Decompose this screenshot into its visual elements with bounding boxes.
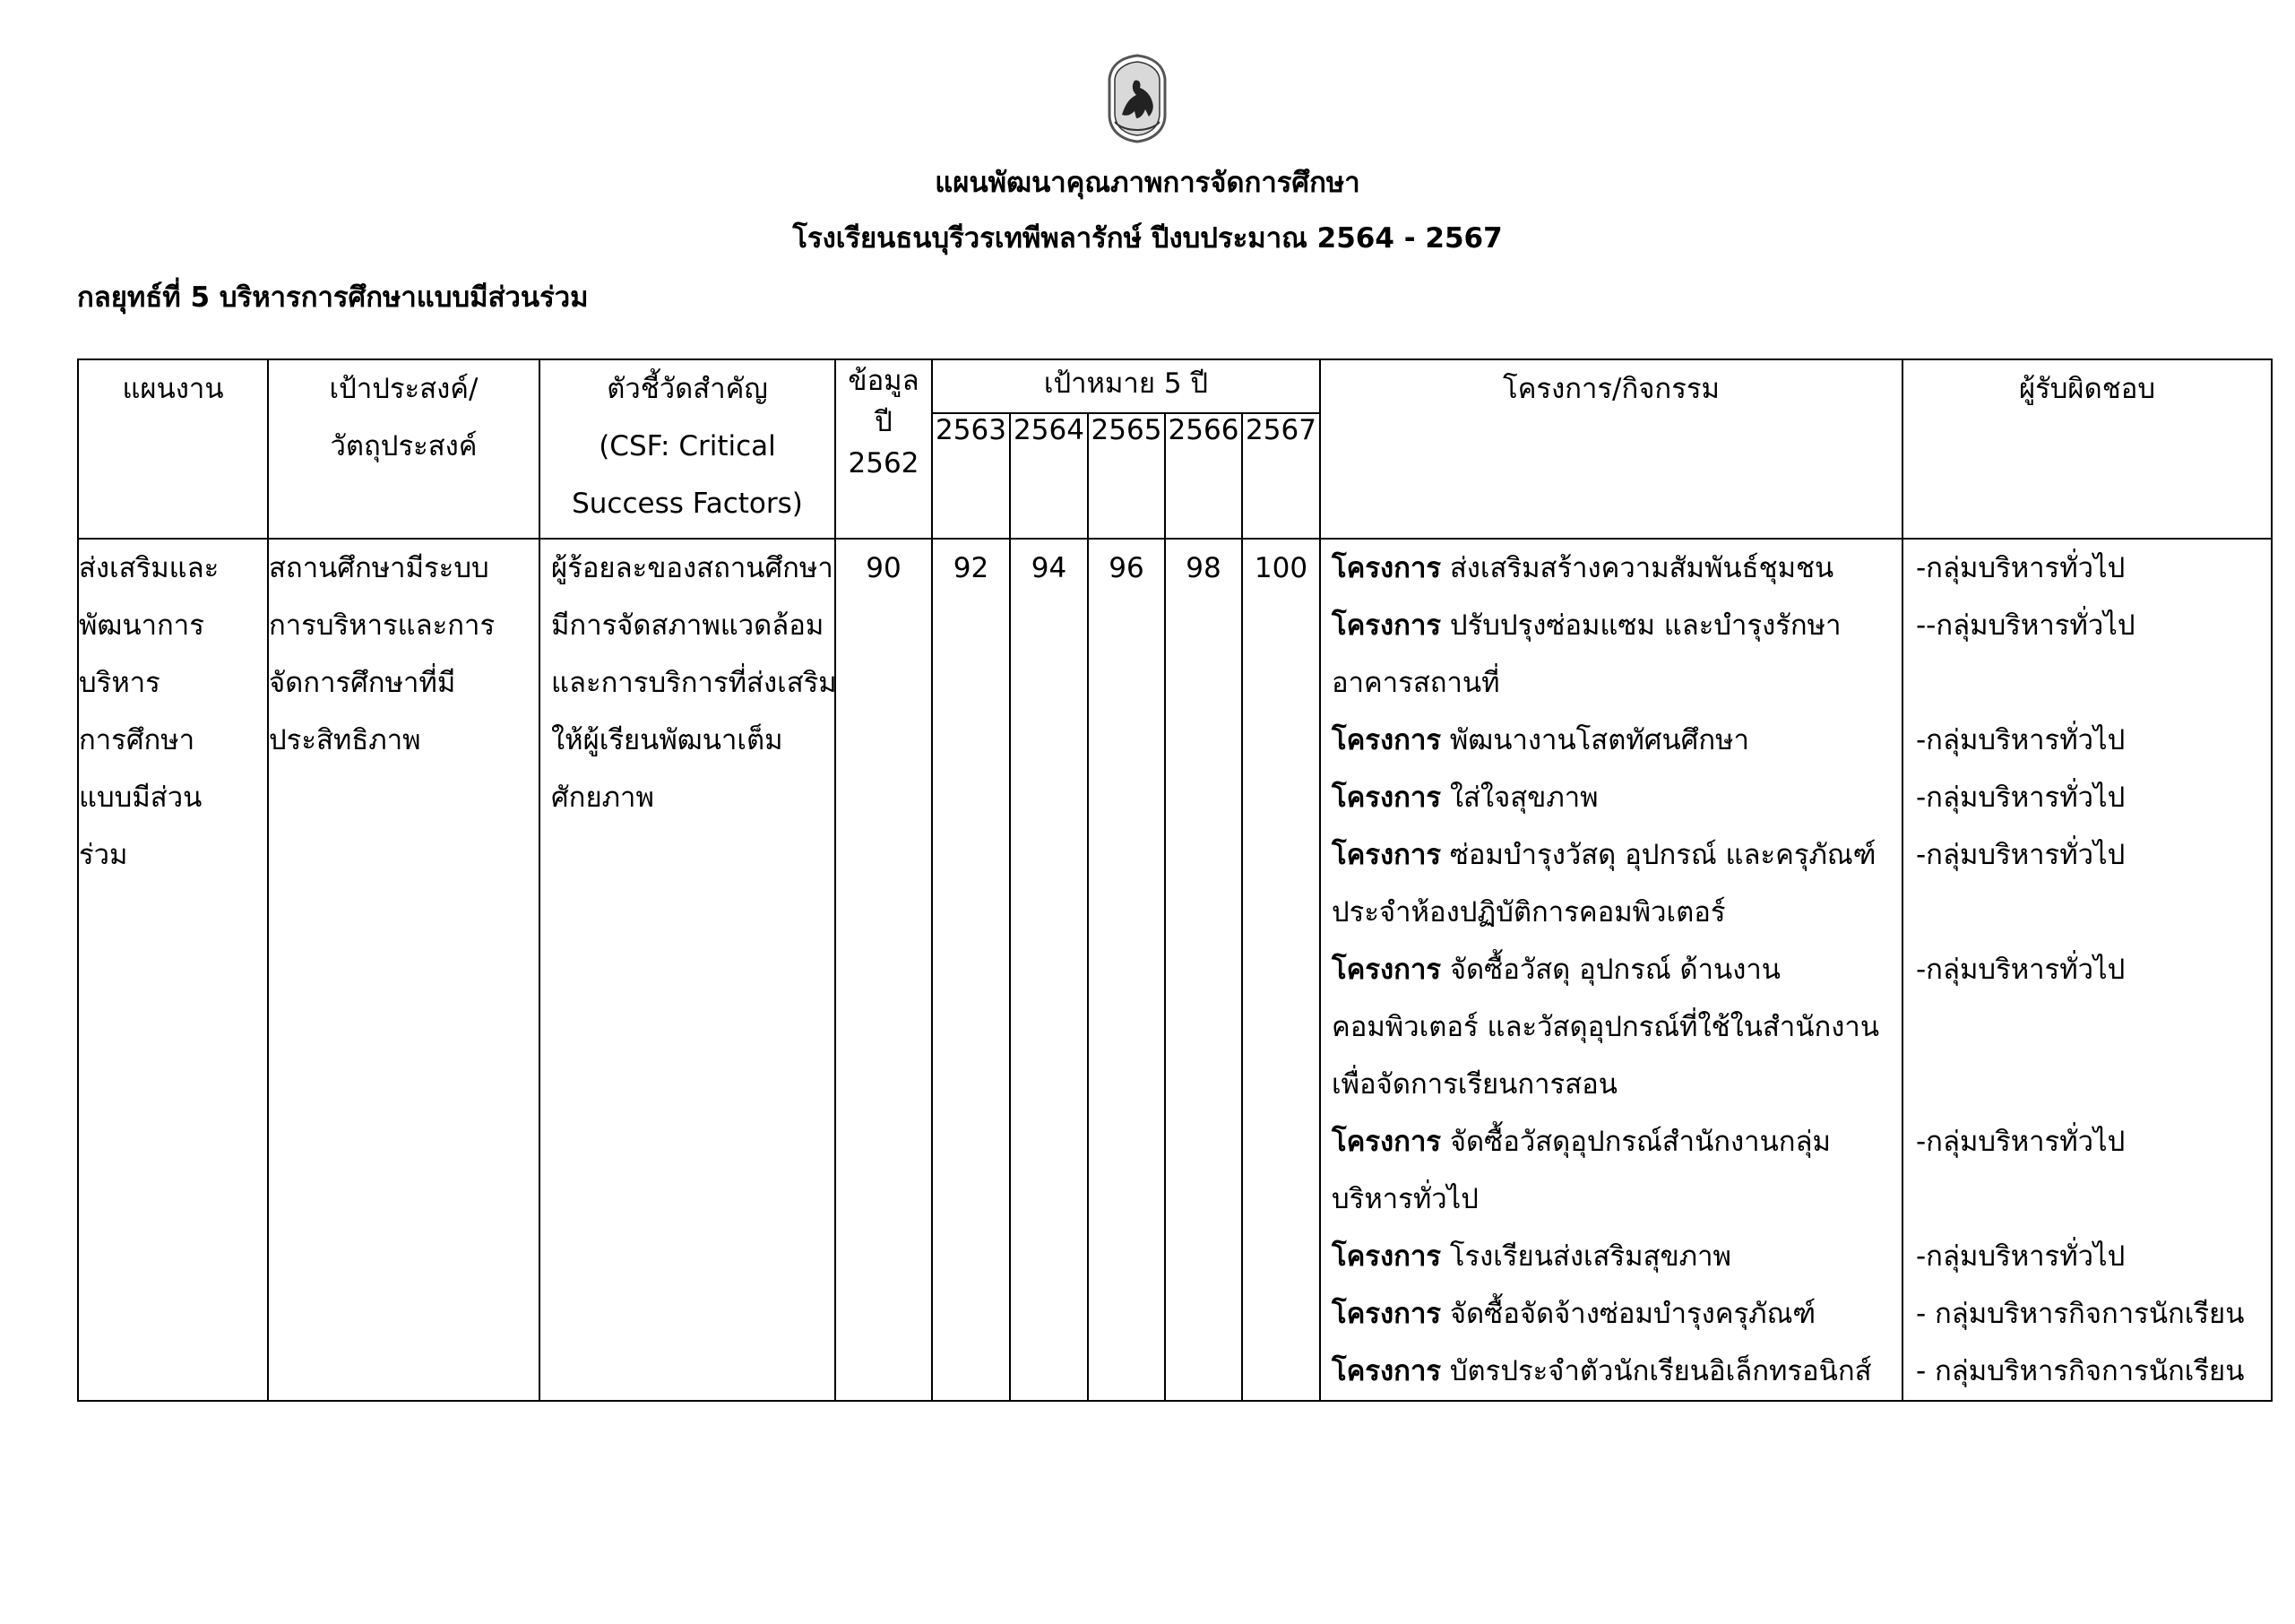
header-baseline: ข้อมูล ปี 2562 (835, 359, 932, 539)
target-2565: 96 (1088, 539, 1165, 1401)
header-year-2567: 2567 (1242, 413, 1320, 539)
project-line: โครงการ ส่งเสริมสร้างความสัมพันธ์ชุมชน (1332, 552, 1834, 584)
target-2566: 98 (1165, 539, 1242, 1401)
owner-line: -กลุ่มบริหารทั่วไป (1916, 954, 2126, 986)
owner-line (1916, 1056, 2264, 1113)
objective-cell: สถานศึกษามีระบบ การบริหารและการ จัดการศึกษาที่มี ประสิทธิภาพ (268, 539, 539, 1401)
baseline-value: 90 (835, 539, 932, 1401)
project-line: โครงการ จัดซื้อวัสดุ อุปกรณ์ ด้านงาน (1332, 954, 1781, 986)
target-2563: 92 (932, 539, 1010, 1401)
owner-line: -กลุ่มบริหารทั่วไป (1916, 782, 2126, 814)
owner-cell (1902, 539, 2272, 1401)
project-line: โครงการ พัฒนางานโสตทัศนศึกษา (1332, 724, 1749, 756)
projects-cell (1320, 539, 1902, 1401)
header-year-2564: 2564 (1010, 413, 1088, 539)
project-line: โครงการ โรงเรียนส่งเสริมสุขภาพ (1332, 1240, 1731, 1273)
project-line: โครงการ จัดซื้อจัดจ้างซ่อมบำรุงครุภัณฑ์ (1332, 1298, 1816, 1330)
owner-line: - กลุ่มบริหารกิจการนักเรียน (1916, 1355, 2245, 1387)
header-target: เป้าหมาย 5 ปี (932, 359, 1320, 413)
indicator-cell: ผู้ร้อยละของสถานศึกษา มีการจัดสภาพแวดล้อม และการบริการที่ส่งเสริม ให้ผู้เรียนพัฒนาเต็ม ศักยภาพ (539, 539, 835, 1401)
owner-line (1916, 884, 2264, 941)
page-subtitle: โรงเรียนธนบุรีวรเทพีพลารักษ์ ปีงบประมาณ 2564 - 2567 (792, 222, 1503, 255)
project-line: โครงการ จัดซื้อวัสดุอุปกรณ์สำนักงานกลุ่ม (1332, 1126, 1831, 1158)
owner-line (1916, 1170, 2264, 1228)
owner-line: -กลุ่มบริหารทั่วไป (1916, 1240, 2126, 1273)
project-line: ประจำห้องปฏิบัติการคอมพิวเตอร์ (1332, 896, 1726, 929)
project-line: โครงการ บัตรประจำตัวนักเรียนอิเล็กทรอนิกส์ (1332, 1355, 1872, 1387)
owner-line (1916, 654, 2264, 712)
target-2567: 100 (1242, 539, 1320, 1401)
header-owner: ผู้รับผิดชอบ (1902, 359, 2272, 539)
project-line: โครงการ ใส่ใจสุขภาพ (1332, 782, 1599, 814)
owner-line: --กลุ่มบริหารทั่วไป (1916, 609, 2135, 642)
plan-table (77, 358, 2273, 1402)
owner-line: - กลุ่มบริหารกิจการนักเรียน (1916, 1298, 2245, 1330)
project-line: คอมพิวเตอร์ และวัสดุอุปกรณ์ที่ใช้ในสำนักงาน (1332, 1011, 1880, 1043)
plan-cell: ส่งเสริมและ พัฒนาการ บริหาร การศึกษา แบบมีส่วน ร่วม (78, 539, 268, 1401)
project-line: อาคารสถานที่ (1332, 667, 1500, 699)
header-plan: แผนงาน (78, 359, 268, 539)
owner-line: -กลุ่มบริหารทั่วไป (1916, 839, 2126, 871)
header-indicator: ตัวชี้วัดสำคัญ (CSF: Critical Success Factors) (539, 359, 835, 539)
owner-line: -กลุ่มบริหารทั่วไป (1916, 1126, 2126, 1158)
target-2564: 94 (1010, 539, 1088, 1401)
header-projects: โครงการ/กิจกรรม (1320, 359, 1902, 539)
project-line: บริหารทั่วไป (1332, 1183, 1479, 1215)
header-year-2563: 2563 (932, 413, 1010, 539)
owner-line: -กลุ่มบริหารทั่วไป (1916, 552, 2126, 584)
table-row (78, 539, 2272, 1401)
project-line: โครงการ ปรับปรุงซ่อมแซม และบำรุงรักษา (1332, 609, 1842, 642)
project-line: โครงการ ซ่อมบำรุงวัสดุ อุปกรณ์ และครุภัณฑ์ (1332, 839, 1877, 871)
page-title: แผนพัฒนาคุณภาพการจัดการศึกษา (935, 167, 1360, 199)
header-objective: เป้าประสงค์/ วัตถุประสงค์ (268, 359, 539, 539)
owner-line (1916, 998, 2264, 1056)
strategy-heading: กลยุทธ์ที่ 5 บริหารการศึกษาแบบมีส่วนร่วม (77, 281, 589, 314)
school-seal-logo (1102, 52, 1172, 145)
header-year-2566: 2566 (1165, 413, 1242, 539)
project-line: เพื่อจัดการเรียนการสอน (1332, 1068, 1618, 1101)
header-year-2565: 2565 (1088, 413, 1165, 539)
owner-line: -กลุ่มบริหารทั่วไป (1916, 724, 2126, 756)
